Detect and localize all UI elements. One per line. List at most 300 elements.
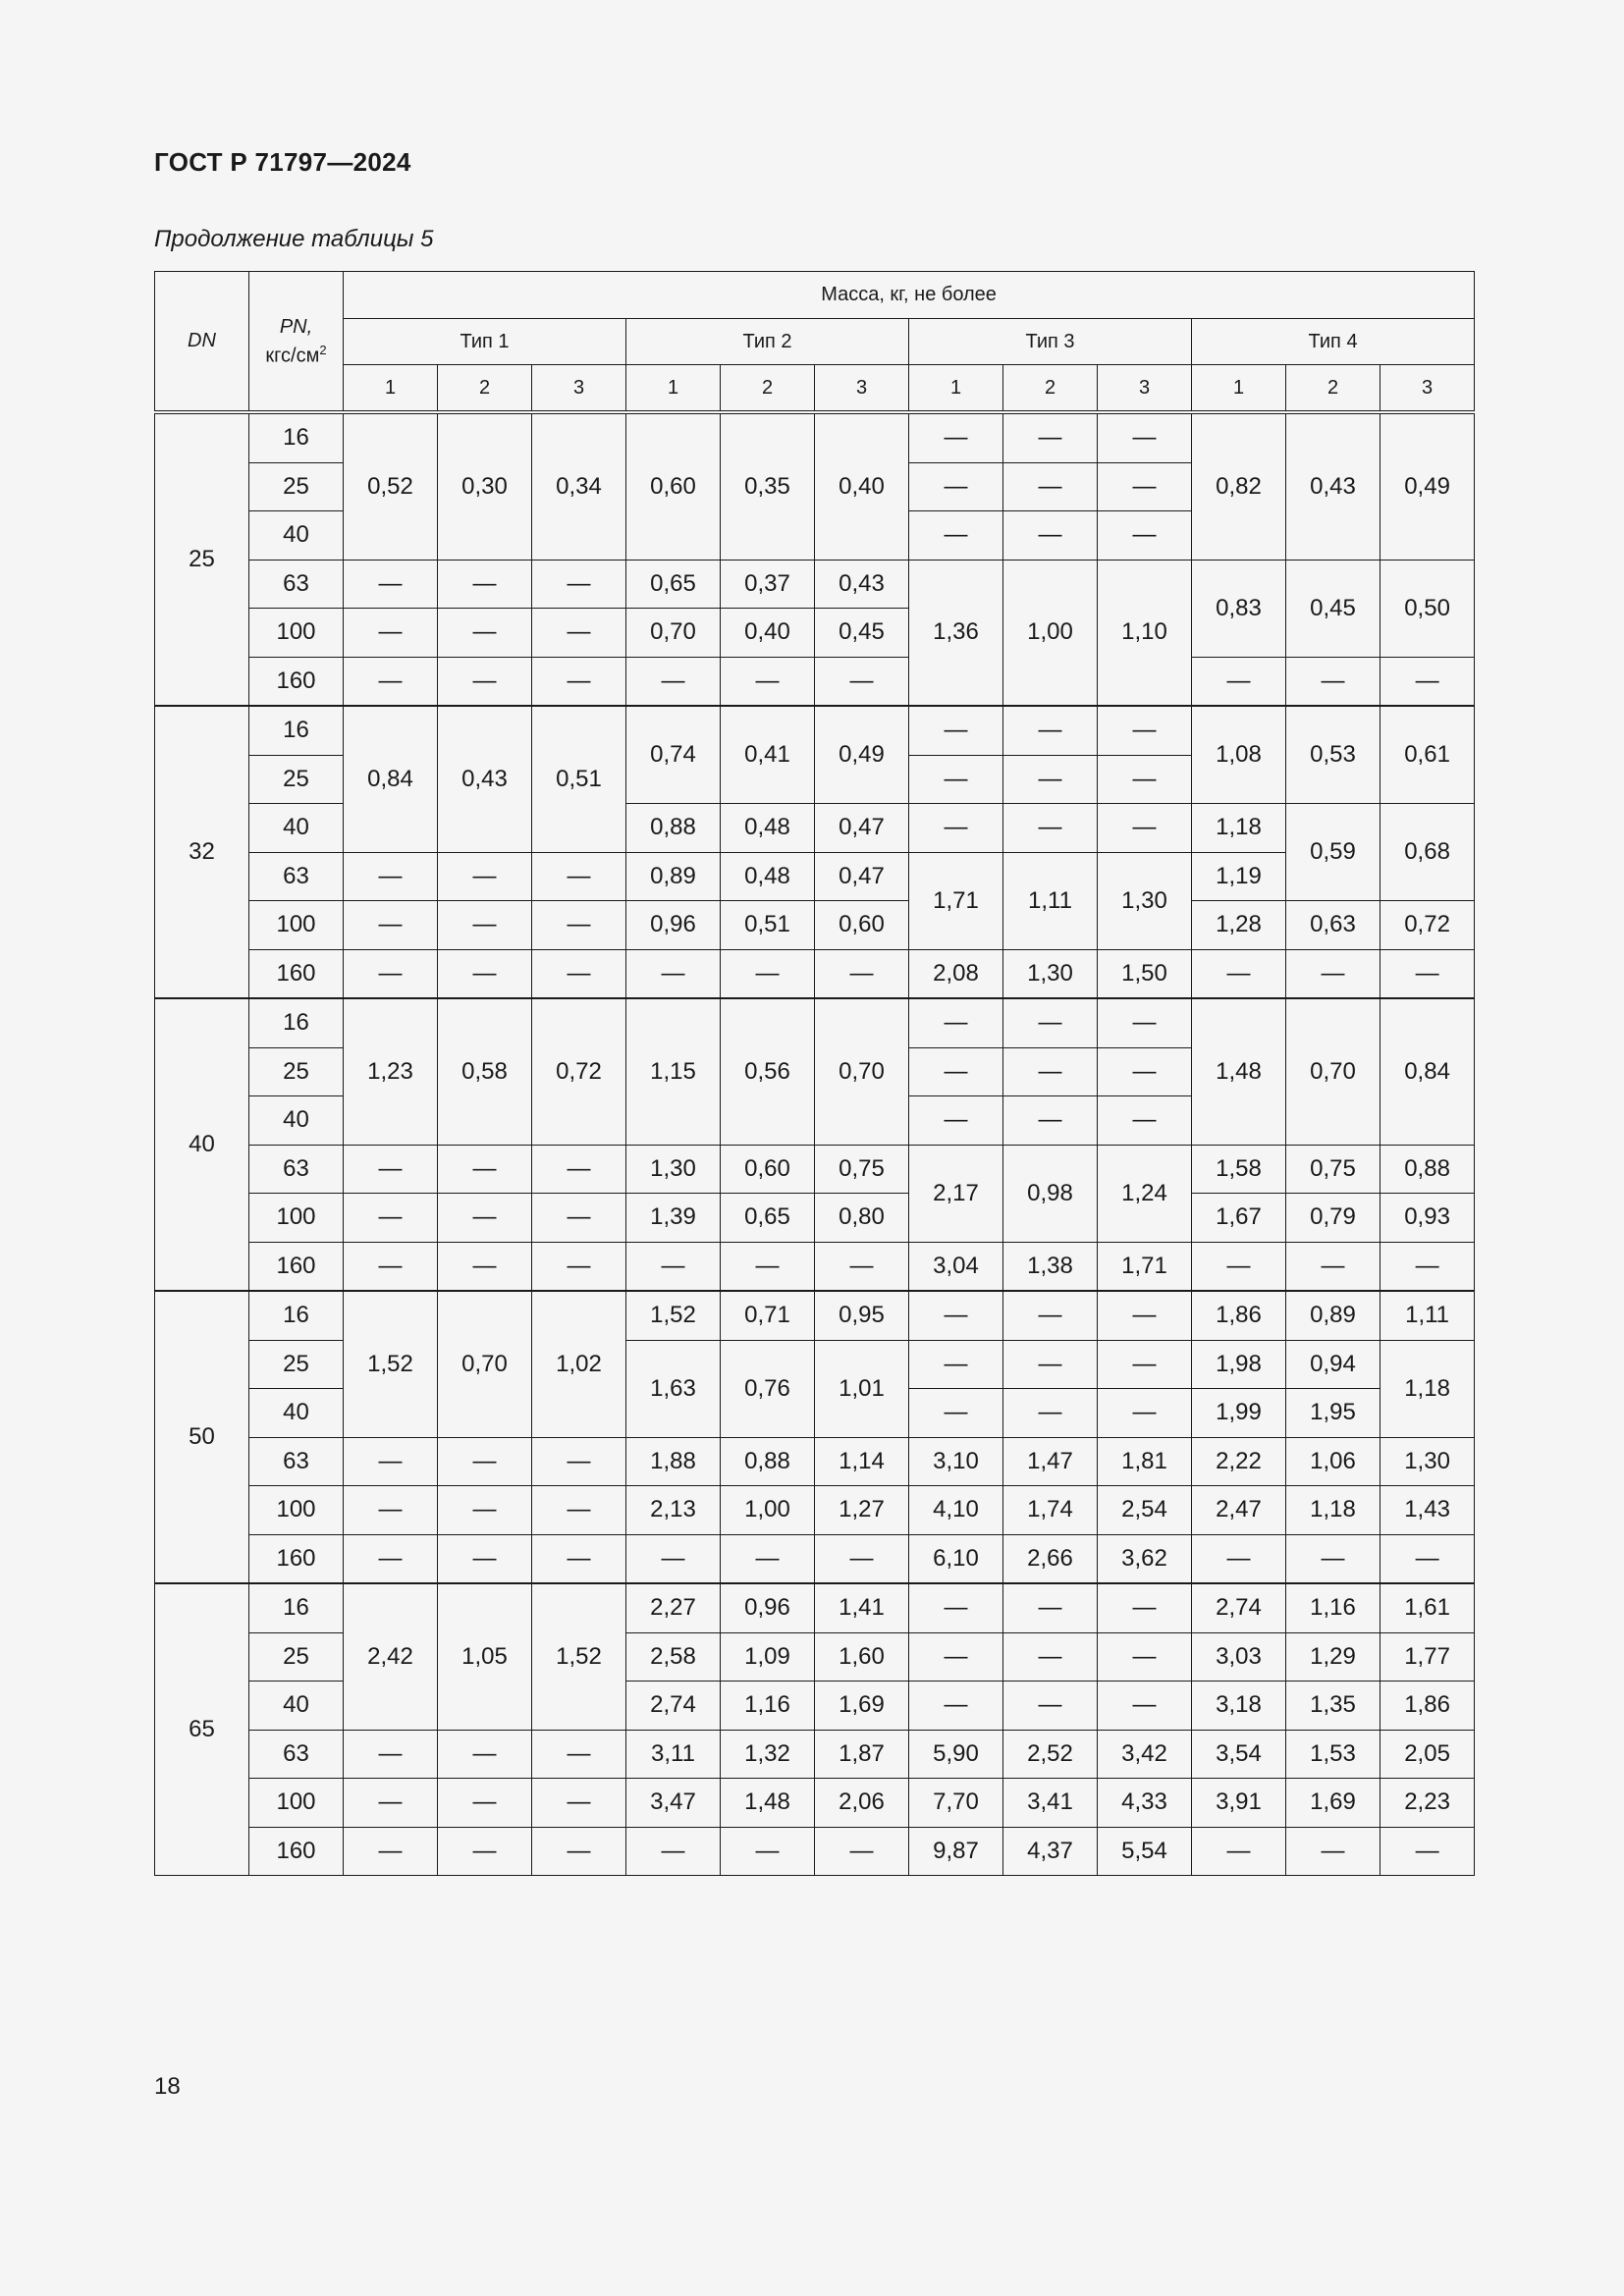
pn-cell: 100 bbox=[249, 1194, 344, 1243]
dn-cell: 25 bbox=[155, 412, 249, 706]
table-row bbox=[155, 1291, 1475, 1340]
table-cell: 0,41 bbox=[721, 706, 815, 804]
pn-cell: 40 bbox=[249, 1096, 344, 1146]
table-cell: 0,96 bbox=[626, 901, 721, 950]
table-cell: 1,87 bbox=[815, 1730, 909, 1779]
pn-cell: 25 bbox=[249, 1340, 344, 1389]
table-cell: — bbox=[1098, 1682, 1192, 1731]
table-cell: — bbox=[909, 998, 1003, 1047]
table-cell: 0,65 bbox=[626, 560, 721, 609]
table-cell: — bbox=[909, 1340, 1003, 1389]
table-cell: 0,94 bbox=[1286, 1340, 1380, 1389]
table-cell: — bbox=[909, 1047, 1003, 1096]
table-cell: — bbox=[1380, 1534, 1475, 1583]
table-row bbox=[155, 657, 1475, 706]
table-cell: 2,06 bbox=[815, 1779, 909, 1828]
table-cell: — bbox=[1098, 412, 1192, 462]
table-cell: — bbox=[1286, 949, 1380, 998]
table-cell: — bbox=[532, 1194, 626, 1243]
table-cell: 3,18 bbox=[1192, 1682, 1286, 1731]
table-cell: 0,52 bbox=[344, 412, 438, 560]
table-cell: 1,18 bbox=[1380, 1340, 1475, 1437]
table-cell: 4,37 bbox=[1003, 1827, 1098, 1876]
table-cell: — bbox=[438, 1730, 532, 1779]
table-cell: — bbox=[438, 609, 532, 658]
pn-cell: 63 bbox=[249, 852, 344, 901]
table-cell: — bbox=[438, 1194, 532, 1243]
table-caption: Продолжение таблицы 5 bbox=[154, 226, 434, 252]
table-cell: — bbox=[815, 1827, 909, 1876]
table-cell: — bbox=[438, 949, 532, 998]
table-cell: — bbox=[1098, 755, 1192, 804]
table-row bbox=[155, 1194, 1475, 1243]
table-cell: — bbox=[532, 852, 626, 901]
table-cell: 1,69 bbox=[1286, 1779, 1380, 1828]
table-cell: — bbox=[532, 1242, 626, 1291]
table-cell: 2,42 bbox=[344, 1583, 438, 1730]
document-title: ГОСТ Р 71797—2024 bbox=[154, 147, 411, 177]
table-cell: — bbox=[1098, 1389, 1192, 1438]
table-cell: 1,28 bbox=[1192, 901, 1286, 950]
table-row bbox=[155, 1583, 1475, 1632]
table-row bbox=[155, 706, 1475, 755]
table-cell: — bbox=[532, 949, 626, 998]
subcolumn-header: 1 bbox=[344, 365, 438, 413]
table-cell: — bbox=[532, 1145, 626, 1194]
table-cell: — bbox=[438, 657, 532, 706]
table-row bbox=[155, 1145, 1475, 1194]
table-cell: — bbox=[909, 462, 1003, 511]
table-cell: 2,74 bbox=[1192, 1583, 1286, 1632]
pn-cell: 16 bbox=[249, 998, 344, 1047]
table-cell: 0,48 bbox=[721, 804, 815, 853]
table-cell: 4,10 bbox=[909, 1486, 1003, 1535]
table-cell: 1,58 bbox=[1192, 1145, 1286, 1194]
table-cell: — bbox=[1286, 1534, 1380, 1583]
table-cell: — bbox=[1380, 1827, 1475, 1876]
subcolumn-header: 3 bbox=[1380, 365, 1475, 413]
table-cell: 1,30 bbox=[1003, 949, 1098, 998]
table-row bbox=[155, 1779, 1475, 1828]
table-cell: 5,90 bbox=[909, 1730, 1003, 1779]
table-cell: — bbox=[1003, 1632, 1098, 1682]
pn-cell: 160 bbox=[249, 1242, 344, 1291]
table-cell: 0,60 bbox=[815, 901, 909, 950]
table-cell: — bbox=[909, 1632, 1003, 1682]
pn-cell: 16 bbox=[249, 706, 344, 755]
subcolumn-header: 2 bbox=[1286, 365, 1380, 413]
table-cell: 1,77 bbox=[1380, 1632, 1475, 1682]
table-row bbox=[155, 1242, 1475, 1291]
table-cell: 2,08 bbox=[909, 949, 1003, 998]
page-number: 18 bbox=[154, 2073, 181, 2100]
table-cell: — bbox=[1098, 706, 1192, 755]
table-cell: 1,09 bbox=[721, 1632, 815, 1682]
table-cell: 3,11 bbox=[626, 1730, 721, 1779]
pn-cell: 160 bbox=[249, 1534, 344, 1583]
table-cell: 0,74 bbox=[626, 706, 721, 804]
table-cell: — bbox=[909, 706, 1003, 755]
table-cell: 0,84 bbox=[1380, 998, 1475, 1145]
table-cell: 2,66 bbox=[1003, 1534, 1098, 1583]
table-cell: 5,54 bbox=[1098, 1827, 1192, 1876]
table-cell: 1,67 bbox=[1192, 1194, 1286, 1243]
table-cell: 1,24 bbox=[1098, 1145, 1192, 1242]
table-cell: 2,74 bbox=[626, 1682, 721, 1731]
table-cell: 0,48 bbox=[721, 852, 815, 901]
table-cell: — bbox=[344, 1779, 438, 1828]
dn-cell: 32 bbox=[155, 706, 249, 998]
table-cell: 1,18 bbox=[1192, 804, 1286, 853]
subcolumn-header: 3 bbox=[1098, 365, 1192, 413]
table-cell: 0,70 bbox=[815, 998, 909, 1145]
table-cell: 0,83 bbox=[1192, 560, 1286, 657]
table-cell: 1,30 bbox=[1098, 852, 1192, 949]
pn-cell: 40 bbox=[249, 511, 344, 561]
table-cell: 0,49 bbox=[1380, 412, 1475, 560]
table-cell: 1,11 bbox=[1003, 852, 1098, 949]
table-cell: 1,10 bbox=[1098, 560, 1192, 706]
table-cell: — bbox=[532, 657, 626, 706]
pn-unit-exponent: 2 bbox=[319, 342, 327, 357]
table-row bbox=[155, 998, 1475, 1047]
table-cell: — bbox=[532, 1534, 626, 1583]
table-cell: 4,33 bbox=[1098, 1779, 1192, 1828]
table-cell: — bbox=[344, 901, 438, 950]
table-cell: 0,51 bbox=[721, 901, 815, 950]
table-cell: 0,89 bbox=[1286, 1291, 1380, 1340]
pn-cell: 40 bbox=[249, 1682, 344, 1731]
subcolumn-header: 2 bbox=[721, 365, 815, 413]
table-cell: 0,60 bbox=[626, 412, 721, 560]
table-cell: — bbox=[344, 1145, 438, 1194]
table-cell: — bbox=[626, 657, 721, 706]
table-cell: 1,98 bbox=[1192, 1340, 1286, 1389]
table-cell: — bbox=[438, 1437, 532, 1486]
table-cell: 1,39 bbox=[626, 1194, 721, 1243]
table-cell: — bbox=[438, 1486, 532, 1535]
subcolumn-header: 2 bbox=[438, 365, 532, 413]
table-cell: 1,81 bbox=[1098, 1437, 1192, 1486]
table-cell: 0,56 bbox=[721, 998, 815, 1145]
table-cell: 0,95 bbox=[815, 1291, 909, 1340]
table-cell: — bbox=[532, 1437, 626, 1486]
pn-cell: 40 bbox=[249, 804, 344, 853]
type-header-4: Тип 4 bbox=[1192, 319, 1475, 365]
pn-symbol: PN, bbox=[279, 315, 313, 338]
pn-cell: 25 bbox=[249, 1632, 344, 1682]
table-cell: 1,43 bbox=[1380, 1486, 1475, 1535]
table-cell: 0,63 bbox=[1286, 901, 1380, 950]
table-cell: 0,50 bbox=[1380, 560, 1475, 657]
table-cell: — bbox=[344, 1534, 438, 1583]
pn-cell: 100 bbox=[249, 901, 344, 950]
pn-cell: 63 bbox=[249, 1437, 344, 1486]
table-cell: 9,87 bbox=[909, 1827, 1003, 1876]
table-cell: — bbox=[1003, 1340, 1098, 1389]
table-cell: — bbox=[438, 560, 532, 609]
table-cell: 3,54 bbox=[1192, 1730, 1286, 1779]
table-row bbox=[155, 1437, 1475, 1486]
table-cell: 1,52 bbox=[344, 1291, 438, 1437]
pn-cell: 100 bbox=[249, 1486, 344, 1535]
table-cell: — bbox=[1003, 1389, 1098, 1438]
table-cell: — bbox=[909, 1583, 1003, 1632]
table-cell: 0,37 bbox=[721, 560, 815, 609]
pn-cell: 16 bbox=[249, 412, 344, 462]
table-cell: 0,70 bbox=[1286, 998, 1380, 1145]
table-cell: 1,60 bbox=[815, 1632, 909, 1682]
pn-unit: кгс/см bbox=[265, 345, 320, 367]
subcolumn-header: 2 bbox=[1003, 365, 1098, 413]
table-cell: 3,91 bbox=[1192, 1779, 1286, 1828]
table-cell: — bbox=[1098, 1291, 1192, 1340]
table-cell: — bbox=[1286, 1242, 1380, 1291]
table-cell: — bbox=[1003, 1047, 1098, 1096]
table-cell: — bbox=[815, 1534, 909, 1583]
table-cell: — bbox=[721, 1827, 815, 1876]
table-cell: — bbox=[1098, 804, 1192, 853]
table-cell: 1,48 bbox=[721, 1779, 815, 1828]
table-cell: — bbox=[626, 1534, 721, 1583]
table-cell: 1,74 bbox=[1003, 1486, 1098, 1535]
table-cell: 0,79 bbox=[1286, 1194, 1380, 1243]
table-cell: 0,98 bbox=[1003, 1145, 1098, 1242]
table-cell: — bbox=[1003, 462, 1098, 511]
table-cell: 1,00 bbox=[1003, 560, 1098, 706]
table-cell: 3,04 bbox=[909, 1242, 1003, 1291]
table-cell: — bbox=[1380, 1242, 1475, 1291]
table-cell: — bbox=[1003, 412, 1098, 462]
table-cell: 1,30 bbox=[626, 1145, 721, 1194]
subcolumn-header: 1 bbox=[626, 365, 721, 413]
table-cell: — bbox=[1003, 755, 1098, 804]
table-cell: 1,30 bbox=[1380, 1437, 1475, 1486]
table-cell: — bbox=[438, 901, 532, 950]
table-cell: — bbox=[1192, 1827, 1286, 1876]
table-cell: — bbox=[532, 1730, 626, 1779]
table-cell: 1,52 bbox=[532, 1583, 626, 1730]
table-cell: — bbox=[909, 412, 1003, 462]
table-cell: 2,05 bbox=[1380, 1730, 1475, 1779]
table-cell: — bbox=[438, 1242, 532, 1291]
table-row bbox=[155, 852, 1475, 901]
table-cell: 1,41 bbox=[815, 1583, 909, 1632]
table-cell: — bbox=[532, 1486, 626, 1535]
table-cell: 0,88 bbox=[721, 1437, 815, 1486]
table-cell: — bbox=[721, 1242, 815, 1291]
table-cell: 1,06 bbox=[1286, 1437, 1380, 1486]
table-cell: 2,47 bbox=[1192, 1486, 1286, 1535]
table-cell: — bbox=[1098, 1047, 1192, 1096]
mass-table bbox=[154, 271, 1475, 1876]
table-cell: 3,62 bbox=[1098, 1534, 1192, 1583]
table-cell: — bbox=[1192, 657, 1286, 706]
table-cell: 0,51 bbox=[532, 706, 626, 852]
table-cell: — bbox=[438, 852, 532, 901]
table-cell: 0,59 bbox=[1286, 804, 1380, 901]
table-cell: 0,40 bbox=[815, 412, 909, 560]
table-cell: 1,50 bbox=[1098, 949, 1192, 998]
table-cell: 1,27 bbox=[815, 1486, 909, 1535]
table-row bbox=[155, 560, 1475, 609]
table-cell: 1,02 bbox=[532, 1291, 626, 1437]
table-cell: — bbox=[532, 560, 626, 609]
table-cell: 0,72 bbox=[1380, 901, 1475, 950]
table-cell: — bbox=[1003, 1682, 1098, 1731]
table-cell: — bbox=[1286, 657, 1380, 706]
table-cell: — bbox=[1192, 949, 1286, 998]
table-cell: — bbox=[721, 949, 815, 998]
pn-cell: 160 bbox=[249, 949, 344, 998]
table-cell: 1,88 bbox=[626, 1437, 721, 1486]
table-cell: 1,52 bbox=[626, 1291, 721, 1340]
table-cell: 0,43 bbox=[438, 706, 532, 852]
table-cell: — bbox=[909, 511, 1003, 561]
table-cell: — bbox=[721, 1534, 815, 1583]
pn-cell: 16 bbox=[249, 1291, 344, 1340]
table-cell: 1,11 bbox=[1380, 1291, 1475, 1340]
table-cell: 0,96 bbox=[721, 1583, 815, 1632]
table-cell: 1,71 bbox=[909, 852, 1003, 949]
table-cell: 1,38 bbox=[1003, 1242, 1098, 1291]
table-cell: 3,10 bbox=[909, 1437, 1003, 1486]
table-cell: 2,17 bbox=[909, 1145, 1003, 1242]
table-cell: 0,75 bbox=[1286, 1145, 1380, 1194]
table-cell: — bbox=[1003, 1291, 1098, 1340]
table-cell: — bbox=[344, 1486, 438, 1535]
table-cell: — bbox=[344, 609, 438, 658]
table-row bbox=[155, 1730, 1475, 1779]
table-cell: 1,01 bbox=[815, 1340, 909, 1437]
table-cell: 3,47 bbox=[626, 1779, 721, 1828]
table-cell: 1,99 bbox=[1192, 1389, 1286, 1438]
table-cell: — bbox=[626, 949, 721, 998]
table-cell: 0,84 bbox=[344, 706, 438, 852]
table-cell: — bbox=[1098, 1632, 1192, 1682]
table-cell: 0,89 bbox=[626, 852, 721, 901]
table-cell: — bbox=[1003, 1096, 1098, 1146]
table-cell: — bbox=[344, 852, 438, 901]
table-cell: — bbox=[344, 1194, 438, 1243]
table-cell: 0,58 bbox=[438, 998, 532, 1145]
table-row bbox=[155, 901, 1475, 950]
table-row bbox=[155, 1534, 1475, 1583]
table-cell: 0,82 bbox=[1192, 412, 1286, 560]
dn-cell: 65 bbox=[155, 1583, 249, 1876]
subcolumn-header: 3 bbox=[815, 365, 909, 413]
type-header-3: Тип 3 bbox=[909, 319, 1192, 365]
table-cell: — bbox=[721, 657, 815, 706]
table-cell: — bbox=[815, 949, 909, 998]
table-cell: 0,76 bbox=[721, 1340, 815, 1437]
table-row bbox=[155, 1486, 1475, 1535]
column-header-pn bbox=[249, 272, 344, 413]
table-cell: 1,95 bbox=[1286, 1389, 1380, 1438]
table-cell: 2,22 bbox=[1192, 1437, 1286, 1486]
pn-cell: 100 bbox=[249, 1779, 344, 1828]
table-cell: 1,29 bbox=[1286, 1632, 1380, 1682]
pn-cell: 100 bbox=[249, 609, 344, 658]
table-cell: — bbox=[909, 1682, 1003, 1731]
table-cell: 1,18 bbox=[1286, 1486, 1380, 1535]
table-cell: 1,14 bbox=[815, 1437, 909, 1486]
table-cell: — bbox=[438, 1779, 532, 1828]
table-cell: 3,42 bbox=[1098, 1730, 1192, 1779]
table-cell: — bbox=[344, 1827, 438, 1876]
pn-cell: 160 bbox=[249, 657, 344, 706]
table-cell: 0,30 bbox=[438, 412, 532, 560]
table-cell: — bbox=[909, 1291, 1003, 1340]
table-cell: — bbox=[438, 1145, 532, 1194]
table-cell: 0,47 bbox=[815, 804, 909, 853]
table-cell: 1,53 bbox=[1286, 1730, 1380, 1779]
table-cell: 0,75 bbox=[815, 1145, 909, 1194]
table-cell: — bbox=[1098, 511, 1192, 561]
table-cell: 0,43 bbox=[815, 560, 909, 609]
table-cell: — bbox=[1098, 1096, 1192, 1146]
table-cell: 2,54 bbox=[1098, 1486, 1192, 1535]
column-header-dn: DN bbox=[155, 272, 249, 413]
table-cell: 0,60 bbox=[721, 1145, 815, 1194]
table-cell: 1,63 bbox=[626, 1340, 721, 1437]
table-cell: 2,13 bbox=[626, 1486, 721, 1535]
mass-header: Масса, кг, не более bbox=[344, 272, 1475, 319]
table-cell: 0,72 bbox=[532, 998, 626, 1145]
table-cell: 2,58 bbox=[626, 1632, 721, 1682]
table-cell: — bbox=[438, 1827, 532, 1876]
table-row bbox=[155, 412, 1475, 462]
table-row bbox=[155, 1827, 1475, 1876]
table-cell: 1,15 bbox=[626, 998, 721, 1145]
pn-cell: 16 bbox=[249, 1583, 344, 1632]
table-cell: — bbox=[815, 1242, 909, 1291]
table-cell: — bbox=[344, 1437, 438, 1486]
table-cell: 1,32 bbox=[721, 1730, 815, 1779]
table-cell: — bbox=[626, 1827, 721, 1876]
table-cell: 0,88 bbox=[1380, 1145, 1475, 1194]
table-cell: 2,27 bbox=[626, 1583, 721, 1632]
table-cell: — bbox=[1098, 1583, 1192, 1632]
table-cell: 1,86 bbox=[1192, 1291, 1286, 1340]
table-cell: — bbox=[1003, 511, 1098, 561]
table-cell: 1,35 bbox=[1286, 1682, 1380, 1731]
dn-cell: 50 bbox=[155, 1291, 249, 1583]
table-cell: 7,70 bbox=[909, 1779, 1003, 1828]
table-cell: — bbox=[1192, 1534, 1286, 1583]
table-cell: 0,93 bbox=[1380, 1194, 1475, 1243]
table-cell: — bbox=[1003, 706, 1098, 755]
table-cell: — bbox=[1098, 462, 1192, 511]
table-cell: — bbox=[532, 609, 626, 658]
table-cell: 0,65 bbox=[721, 1194, 815, 1243]
pn-cell: 25 bbox=[249, 755, 344, 804]
table-cell: 1,48 bbox=[1192, 998, 1286, 1145]
table-cell: 1,61 bbox=[1380, 1583, 1475, 1632]
table-cell: — bbox=[1286, 1827, 1380, 1876]
table-cell: — bbox=[532, 1779, 626, 1828]
dn-cell: 40 bbox=[155, 998, 249, 1291]
table-cell: 1,36 bbox=[909, 560, 1003, 706]
pn-cell: 63 bbox=[249, 560, 344, 609]
table-cell: 1,05 bbox=[438, 1583, 532, 1730]
table-cell: — bbox=[532, 901, 626, 950]
subcolumn-header: 1 bbox=[1192, 365, 1286, 413]
type-header-2: Тип 2 bbox=[626, 319, 909, 365]
table-cell: 0,40 bbox=[721, 609, 815, 658]
table-cell: — bbox=[909, 1389, 1003, 1438]
table-cell: 0,68 bbox=[1380, 804, 1475, 901]
